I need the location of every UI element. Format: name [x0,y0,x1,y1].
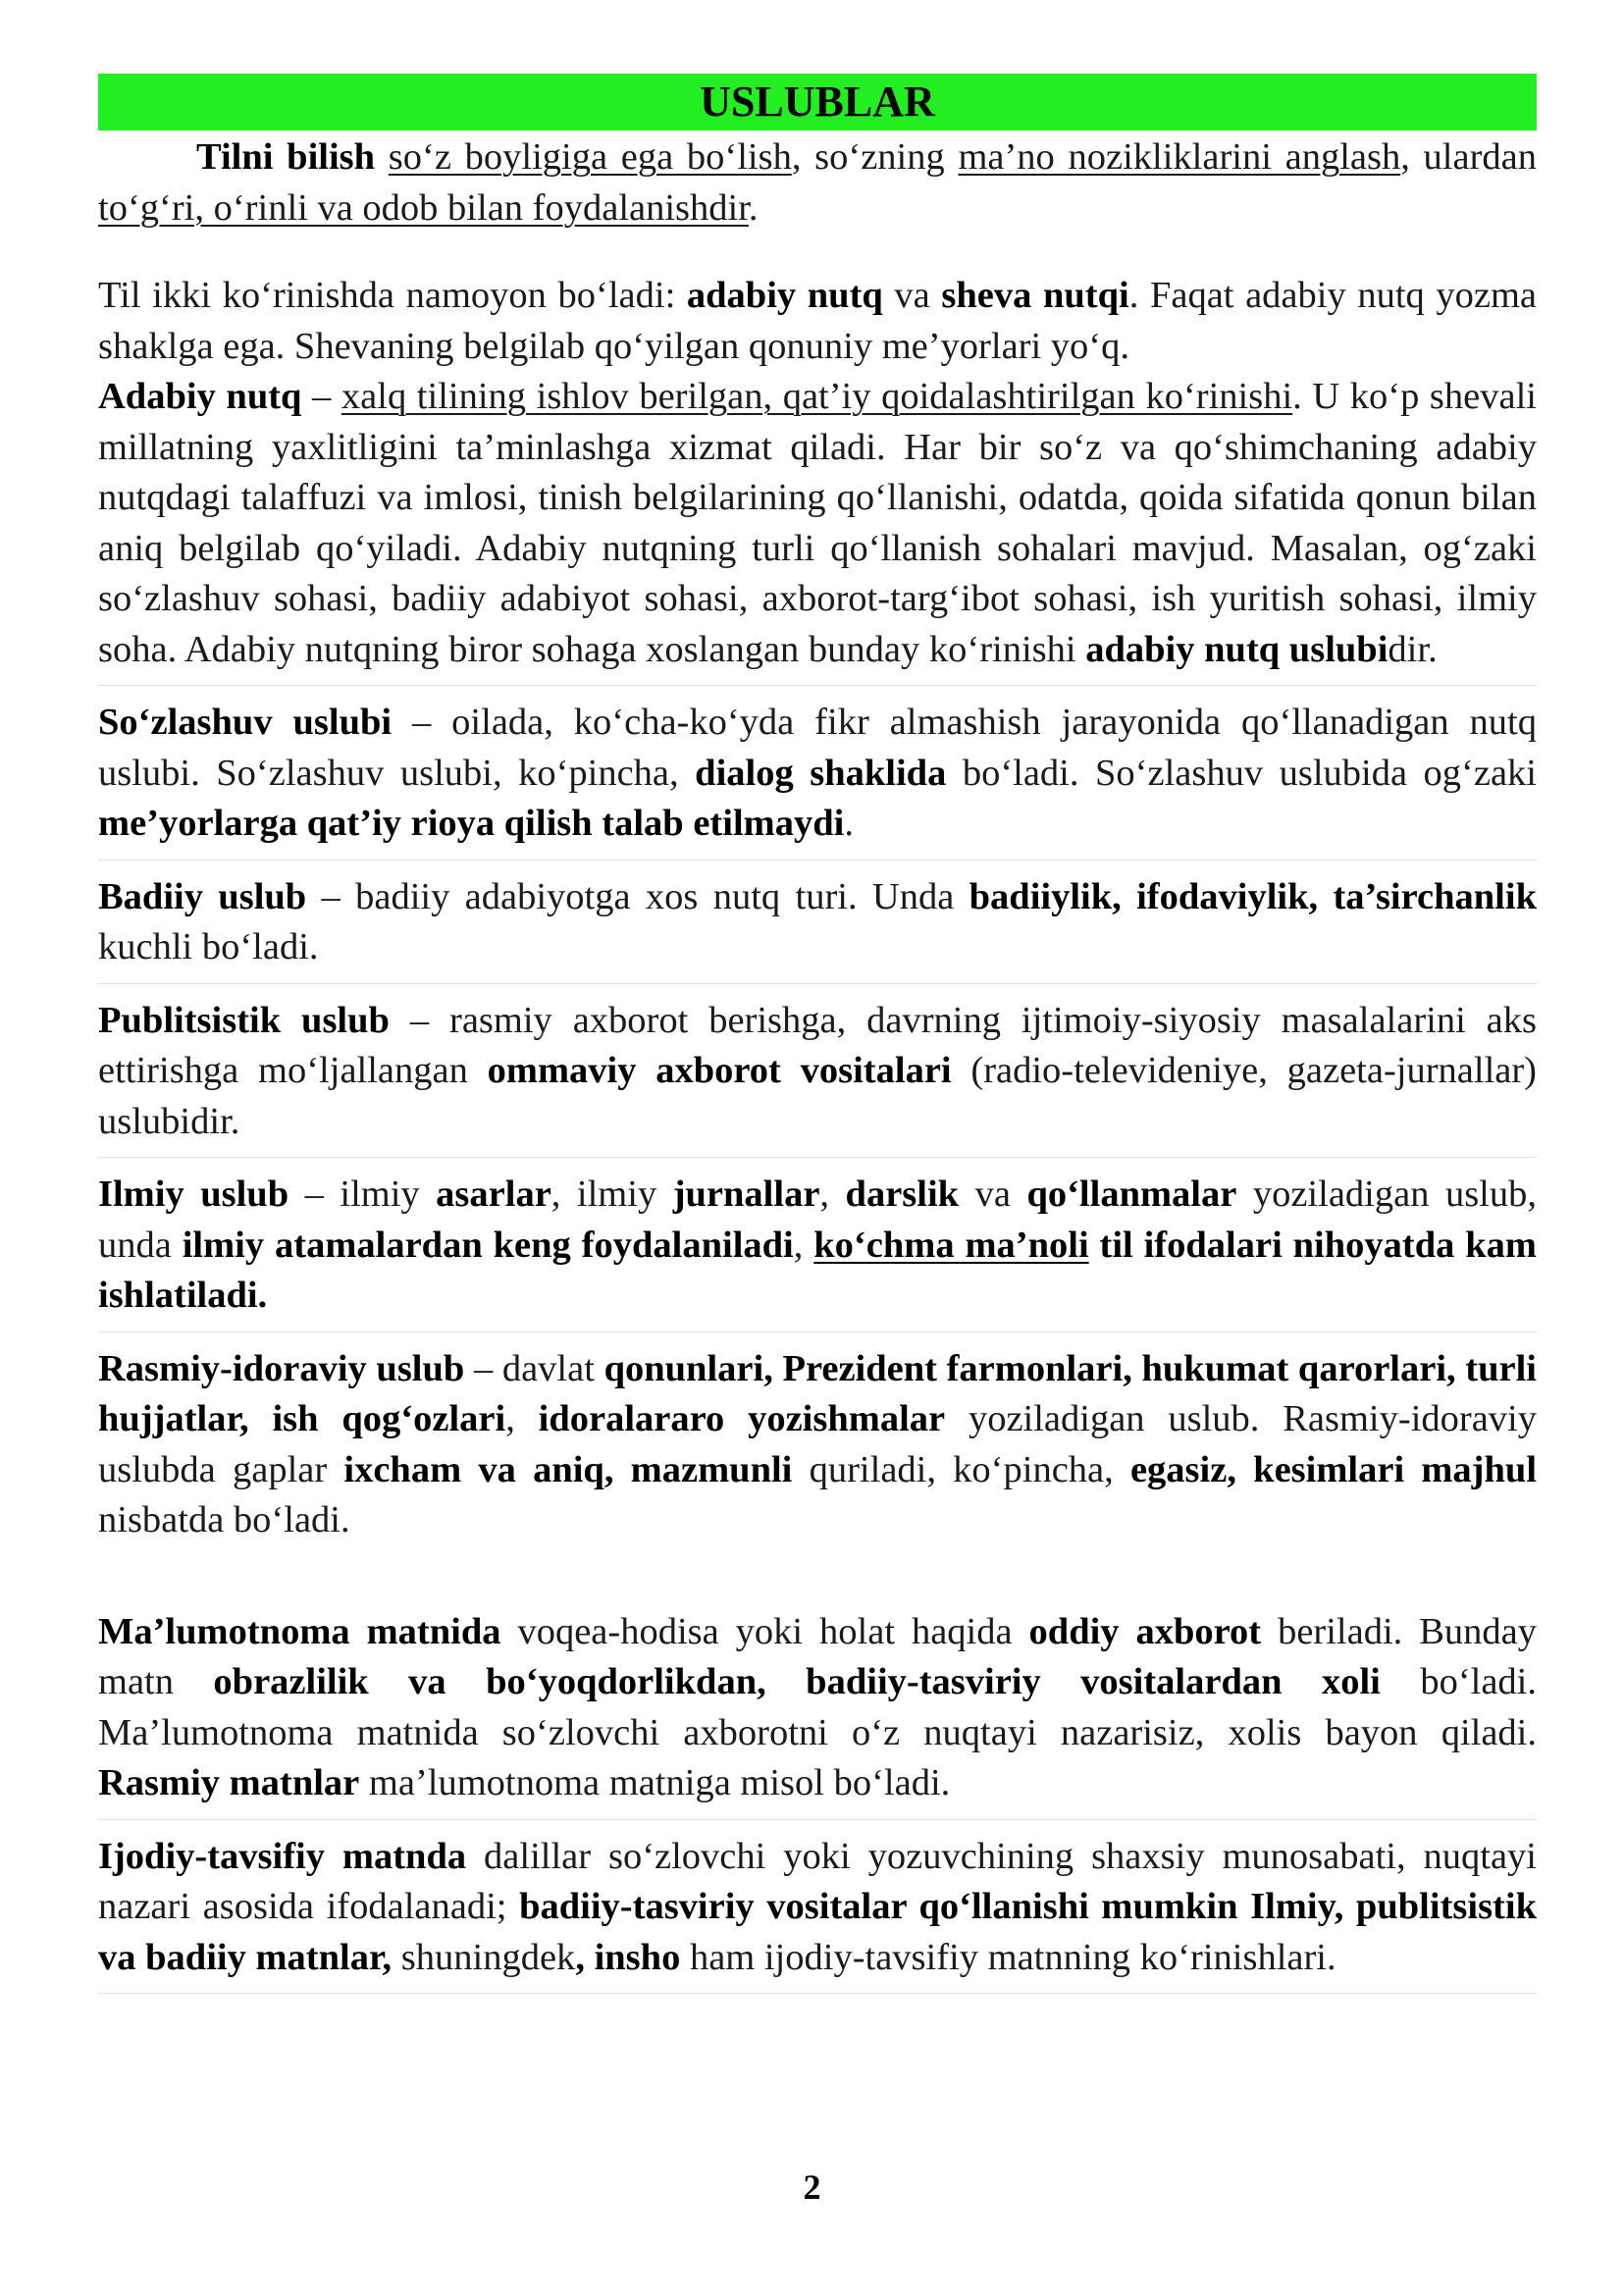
term: obrazlilik va bo‘yoqdorlikdan, badiiy-tasviriy vositalardan xoli [213,1661,1381,1702]
paragraph-adabiy-nutq: Adabiy nutq – xalq tilining ishlov berilgan, qat’iy qoidalashtirilgan ko‘rinishi. U ko‘p shevali millatning yaxlitligini ta’minlashga xizmat qiladi. Har bir so‘z va qo‘shimchaning adabiy nutqdagi talaffuzi va imlosi, tinish belgilarining qo‘llanishi, odatda, qoida sifatida qonun bilan aniq belgilab qo‘yiladi. Adabiy nutqning turli qo‘llanish sohalari mavjud. Masalan, og‘zaki so‘zlashuv sohasi, badiiy adabiyot sohasi, axborot-targ‘ibot sohasi, ish yuritish sohasi, ilmiy soha. Adabiy nutqning biror sohaga xoslangan bunday ko‘rinishi adabiy nutq uslubidir. [98,372,1537,686]
term: til ifodalari nihoyatda kam ishlatiladi. [98,1224,1537,1316]
term: ommaviy axborot vositalari [487,1050,952,1091]
term: Rasmiy matnlar [98,1762,360,1803]
paragraph-publitsistik-uslub: Publitsistik uslub – rasmiy axborot berishga, davrning ijtimoiy-siyosiy masalalarini aks ettirishga mo‘ljallangan ommaviy axborot vositalari (radio-televideniye, gazeta-jurnallar) uslubidir. [98,996,1537,1159]
document-page [98,74,1537,2006]
term: dialog shaklida [695,752,947,794]
underlined-phrase: xalq tilining ishlov berilgan, qat’iy qoidalashtirilgan ko‘rinishi [341,376,1293,417]
paragraph-rasmiy-idoraviy-uslub: Rasmiy-idoraviy uslub – davlat qonunlari, Prezident farmonlari, hukumat qarorlari, turli hujjatlar, ish qog‘ozlari, idoralararo yozishmalar yoziladigan uslub. Rasmiy-idoraviy uslubda gaplar ixcham va aniq, mazmunli quriladi, ko‘pincha, egasiz, kesimlari majhul nisbatda bo‘ladi. [98,1347,1538,1540]
term: me’yorlarga qat’iy rioya qilish talab etilmaydi [98,803,845,844]
paragraph-tilni-bilish: Tilni bilish so‘z boyligiga ega bo‘lish, so‘zning ma’no nozikliklarini anglash, ulardan to‘g‘ri, o‘rinli va odob bilan foydalanishdir. [98,136,1537,229]
paragraph-badiiy-uslub: Badiiy uslub – badiiy adabiyotga xos nutq turi. Unda badiiylik, ifodaviylik, ta’sirchanlik kuchli bo‘ladi. [98,872,1537,984]
term: sheva nutqi [941,275,1129,316]
underlined-phrase: so‘z boyligiga ega bo‘lish [388,136,792,178]
underlined-phrase: to‘g‘ri, o‘rinli va odob bilan foydalanishdir [98,186,749,229]
term: qo‘llanmalar [1026,1174,1237,1215]
term: darslik [845,1174,960,1215]
term: Publitsistik uslub [98,999,390,1041]
term: Ma’lumotnoma matnida [98,1610,501,1652]
page-title: USLUBLAR [98,74,1537,130]
term: idoralararo yozishmalar [538,1398,946,1439]
term: Ilmiy uslub [98,1174,289,1215]
underlined-phrase: ma’no nozikliklarini anglash [958,136,1401,178]
term: Badiiy uslub [98,875,307,917]
paragraph-ijodiy-tavsifiy-matn: Ijodiy-tavsifiy matnda dalillar so‘zlovchi yoki yozuvchining shaxsiy munosabati, nuqtayi nazari asosida ifodalanadi; badiiy-tasviriy vositalar qo‘llanishi mumkin Ilmiy, publitsistik va badiiy matnlar, shuningdek, insho ham ijodiy-tavsifiy matnning ko‘rinishlari. [98,1832,1537,1995]
term: egasiz, kesimlari majhul [1129,1448,1538,1490]
term: asarlar [436,1174,551,1215]
term: Tilni bilish [196,136,376,178]
term: ilmiy atamalardan keng foydalaniladi [182,1224,794,1266]
term: , insho [575,1936,681,1978]
term: Rasmiy-idoraviy uslub [98,1347,465,1389]
term: ixcham va aniq, mazmunli [343,1448,793,1490]
term: badiiy-tasviriy vositalar qo‘llanishi mumkin Ilmiy, publitsistik va badiiy matnlar, [98,1886,1537,1978]
term: adabiy nutq uslubi [1085,628,1388,670]
term: qonunlari, Prezident farmonlari, hukumat qarorlari, turli hujjatlar, ish qog‘ozlari [98,1347,1537,1439]
paragraph-malumotnoma-matni: Ma’lumotnoma matnida voqea-hodisa yoki holat haqida oddiy axborot beriladi. Bunday matn obrazlilik va bo‘yoqdorlikdan, badiiy-tasviriy vositalardan xoli bo‘ladi. Ma’lumotnoma matnida so‘zlovchi axborotni o‘z nuqtayi nazarisiz, xolis bayon qiladi. Rasmiy matnlar ma’lumotnoma matniga misol bo‘ladi. [98,1607,1537,1820]
paragraph-ilmiy-uslub: Ilmiy uslub – ilmiy asarlar, ilmiy jurnallar, darslik va qo‘llanmalar yoziladigan uslub, unda ilmiy atamalardan keng foydalaniladi, ko‘chma ma’noli til ifodalari nihoyatda kam ishlatiladi. [98,1170,1537,1332]
term: badiiylik, ifodaviylik, ta’sirchanlik [969,875,1537,917]
term: So‘zlashuv uslubi [98,702,393,743]
term: adabiy nutq [686,275,883,316]
term: jurnallar [672,1174,820,1215]
paragraph-sozlashuv-uslubi: So‘zlashuv uslubi – oilada, ko‘cha-ko‘yda fikr almashish jarayonida qo‘llanadigan nutq uslubi. So‘zlashuv uslubi, ko‘pincha, dialog shaklida bo‘ladi. So‘zlashuv uslubida og‘zaki me’yorlarga qat’iy rioya qilish talab etilmaydi. [98,698,1537,861]
page-number: 2 [803,2167,821,2207]
paragraph-til-ikki-korinishda: Til ikki ko‘rinishda namoyon bo‘ladi: adabiy nutq va sheva nutqi. Faqat adabiy nutq yozma shaklga ega. Shevaning belgilab qo‘yilgan qonuniy me’yorlari yo‘q. [98,275,1537,367]
term: Ijodiy-tavsifiy matnda [98,1835,467,1877]
term: oddiy axborot [1028,1610,1262,1652]
underlined-term: ko‘chma ma’noli [813,1224,1089,1266]
term: Adabiy nutq [98,376,302,417]
